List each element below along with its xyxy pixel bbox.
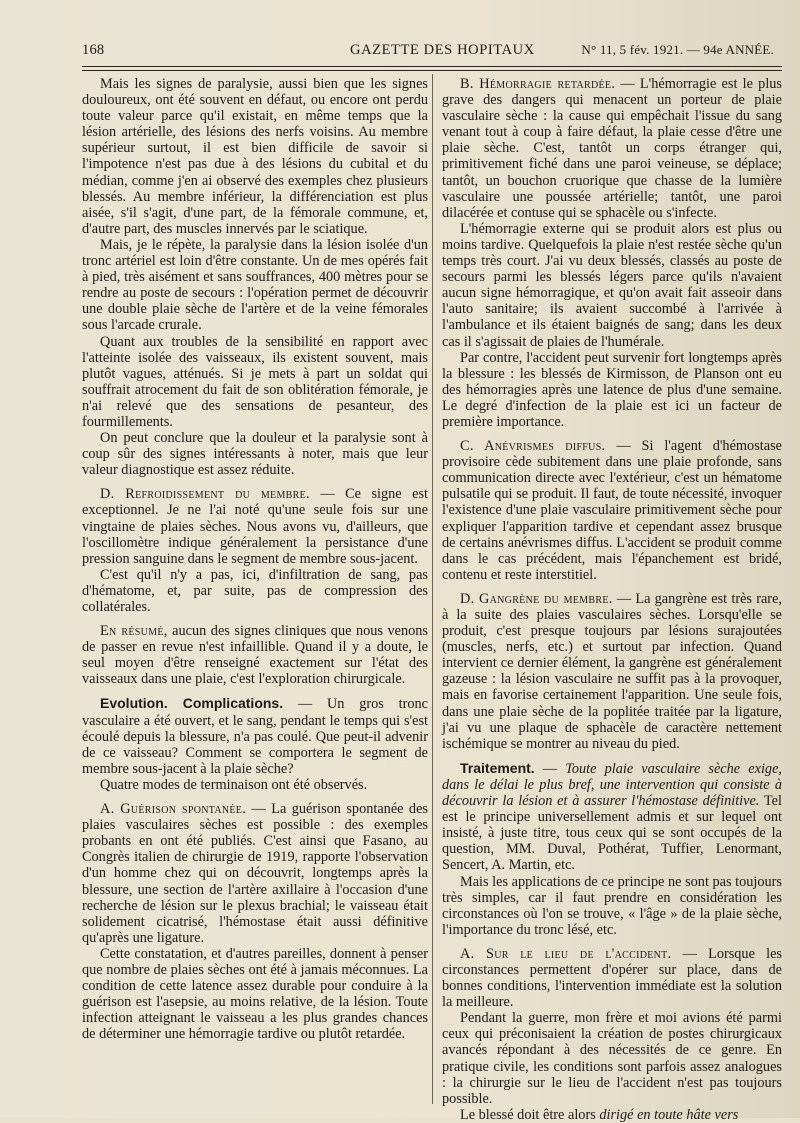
issue-info: N° 11, 5 fév. 1921. — 94e ANNÉE. [581, 42, 774, 57]
journal-title: GAZETTE DES HOPITAUX [350, 42, 535, 58]
right-column [442, 76, 782, 1123]
paragraph [82, 801, 428, 946]
paragraph-text: Mais les applications de ce principe ne sont pas toujours très simples, car il faut prendre en considération les circonstances où l'on se trouve, « l'âge » de la plaie sèche, l'importance du tronc lésé, etc. [442, 873, 783, 938]
paragraph-text: Pendant la guerre, mon frère et moi avions été parmi ceux qui préconisaient la création de postes chirurgicaux avancés répondant à des nécessités de ce genre. En pratique civile, les conditions sont parfois assez analogues : la chirurgie sur le lieu de l'accident n'est pas toujours possible. [442, 1010, 782, 1107]
paragraph-text: — [534, 760, 566, 777]
paragraph [82, 567, 428, 615]
section-lead: A. Sur le lieu de l'accident. [460, 945, 672, 962]
paragraph-text: aucun des signes cliniques que nous venons de passer en revue n'est infaillible. Quand il y a doute, le seul moyen d'être renseigné exactement sur l'état des vaisseaux dans une plaie, c'est l'exploration chirurgicale. [82, 623, 428, 688]
paragraph [442, 946, 782, 1010]
paragraph-text: Mais les signes de paralysie, aussi bien que les signes douloureux, ont été souvent en défaut, ou encore ont perdu toute valeur parce qu'il existait, en même temps que la lésion artérielle, des lésions des nerfs voisins. Au membre supérieur surtout, il est bien difficile de savoir si l'impotence n'est pas due à des lésions du cubital et du médian, comme j'en ai observé des exemples chez plusieurs blessés. Au membre inférieur, la différenciation est plus aisée, s'il s'agit, d'une part, de la fémorale commune, et, d'autre part, des muscles innervés par le sciatique. [82, 76, 428, 237]
paragraph [82, 334, 428, 431]
paragraph-text: — Si l'agent d'hémostase provisoire cède subitement dans une plaie profonde, sans communication directe avec l'extérieur, c'est un hématome pulsatile qui se produit. Il faut, de toute nécessité, invoquer l'existence d'une plaie vasculaire primitivement sèche pour expliquer l'apparition tardive et cependant assez brusque de certains anévrismes diffus. L'accident se produit comme dans le cas précédent, mais l'épanchement est bridé, contenu et reste interstitiel. [442, 438, 782, 583]
paragraph [442, 350, 782, 430]
paragraph-italic: dirigé en toute hâte vers [599, 1106, 739, 1123]
paragraph-italic: Toute plaie vasculaire sèche exige, dans le délai le plus bref, une intervention qui consiste à découvrir la lésion et à assurer l'hémostase définitive. [442, 760, 782, 810]
section-heading: Traitement. [460, 759, 535, 776]
paragraph-text: — L'hémorragie est le plus grave des dangers qui menacent un porteur de plaie vasculaire sèche : la cause qui empêchait l'issue du sang venant tout à coup à faire défaut, la plaie cesse d'être une plaie sèche. C'est, tantôt un corps étranger qui, primitivement fiché dans une paroi veineuse, se déplace; tantôt, un bouchon cruorique que chasse de la lumière vasculaire une poussée artérielle; tantôt, une paroi dilacérée et contuse qui se sphacèle ou s'infecte. [442, 76, 783, 221]
paragraph-text: — Ce signe est exceptionnel. Je ne l'ai noté qu'une seule fois sur une vingtaine de plaies sèches. Nous avons vu, d'ailleurs, que l'oscillomètre indique généralement la persistance d'une pression sanguine dans le segment de membre sous-jacent. [82, 486, 428, 567]
header-rule [82, 66, 782, 67]
paragraph [442, 438, 782, 583]
paragraph-text: Cette constatation, et d'autres pareilles, donnent à penser que nombre de plaies sèches ont été à jamais méconnues. La condition de cette latence assez durable pour conduire à la guérison est l'asepsie, au moins relative, de la lésion. Toute infection atteignant le vaisseau a les plus grandes chances de déterminer une hémorragie tardive ou plutôt retardée. [82, 945, 428, 1043]
paragraph [442, 1107, 782, 1123]
paragraph [82, 946, 428, 1043]
column-divider [432, 74, 433, 1104]
paragraph [82, 777, 428, 793]
paragraph-text: — La gangrène est très rare, à la suite des plaies vasculaires sèches. Lorsqu'elle se produit, c'est presque toujours par lésions surajoutées (muscles, nerfs, etc.) et surtout par infection. Quand intervient ce dernier élément, la gangrène est généralement gazeuse : la lésion vasculaire ne suffit pas à la provoquer, mais en favorise certainement l'apparition. Une seule fois, dans une plaie sèche de la poplitée traitée par la ligature, j'ai vu une plaque de sphacèle de caractère nettement ischémique se montrer au niveau du pied. [442, 590, 782, 752]
paragraph-text: Quant aux troubles de la sensibilité en rapport avec l'atteinte isolée des vaisseaux, ils existent souvent, mais plutôt vagues, atténués. Si je mets à part un soldat qui souffrait atrocement du fait de son oblitération fémorale, je n'ai relevé que des sensations de pesanteur, des fourmillements. [82, 333, 428, 430]
paragraph-text: On peut conclure que la douleur et la paralysie sont à coup sûr des signes intéressants à noter, mais que leur valeur diagnostique est assez réduite. [82, 430, 428, 479]
header-rule-thin [82, 70, 782, 71]
section-lead: A. Guérison spontanée. [100, 801, 247, 818]
paragraph [442, 221, 782, 350]
paragraph-text: Le blessé doit être alors [460, 1106, 600, 1123]
paragraph [442, 760, 782, 874]
paragraph-text: Mais, je le répète, la paralysie dans la lésion isolée d'un tronc artériel est loin d'être constante. Un de mes opérés fait à pied, très aisément et sans souffrances, 400 mètres pour se rendre au poste de secours : l'opération permet de découvrir une double plaie sèche de l'artère et de la veine fémorales sous l'arcade crurale. [82, 236, 428, 334]
paragraph-text: Quatre modes de terminaison ont été observés. [100, 776, 368, 793]
page-header [82, 38, 782, 64]
paragraph-text: — Un gros tronc vasculaire a été ouvert, et le sang, pendant le temps qui s'est écoulé depuis la blessure, n'a pas coulé. Que peut-il advenir de ce vaisseau? Comment se comportera le segment de membre sous-jacent à la plaie sèche? [82, 696, 428, 777]
section-lead: D. Gangrène du membre. [460, 590, 613, 607]
paragraph [82, 237, 428, 334]
section-lead: C. Anévrismes diffus. [460, 438, 606, 455]
paragraph [82, 430, 428, 478]
section-heading: Evolution. Complications. [100, 695, 284, 712]
paragraph [442, 874, 782, 938]
paragraph [442, 591, 782, 752]
page-number: 168 [82, 42, 105, 58]
left-column [82, 76, 428, 1042]
section-lead: D. Refroidissement du membre. [100, 486, 310, 503]
paragraph-text: — Lorsque les circonstances permettent d'opérer sur place, dans de bonnes conditions, l'intervention immédiate est la solution la meilleure. [442, 945, 782, 1011]
paragraph-text: Par contre, l'accident peut survenir fort longtemps après la blessure : les blessés de Kirmisson, de Planson ont eu des hémorragies après une latence de plus d'une semaine. Le degré d'infection de la plaie est ici un facteur de première importance. [442, 349, 782, 430]
paragraph-text: C'est qu'il n'y a pas, ici, d'infiltration de sang, pas d'hématome, et, par suite, pas de compression des collatérales. [82, 566, 428, 615]
paragraph [442, 1010, 782, 1107]
paragraph [442, 76, 782, 221]
section-lead: En résumé, [100, 623, 168, 640]
paragraph [82, 623, 428, 687]
section-lead: B. Hémorragie retardée. [460, 76, 616, 92]
paragraph [82, 486, 428, 566]
paragraph [82, 76, 428, 237]
paragraph-text: L'hémorragie externe qui se produit alors est plus ou moins tardive. Quelquefois la plaie n'est restée sèche qu'un temps très court. J'ai vu deux blessés, classés au poste de secours parmi les blessés légers parce qu'ils n'avaient aucun signe hémorragique, et qu'on avait fait asseoir dans l'auto sanitaire; ils avaient succombé à l'arrivée à l'ambulance et ils étaient baignés de sang; dans les deux cas il s'agissait de plaies de l'humérale. [442, 220, 782, 350]
paragraph-tail: Tel est le principe universellement admis et sur lequel ont insisté, à juste titre, tous ceux qui se sont occupés de la question, MM. Duval, Pothérat, Tuffier, Lenormant, Sencert, A. Martin, etc. [442, 793, 782, 874]
paragraph [82, 695, 428, 776]
paragraph-text: — La guérison spontanée des plaies vasculaires sèches est possible : des exemples probants en ont été publiés. C'est ainsi que Fasano, au Congrès italien de chirurgie de 1919, rapporte l'observation d'un homme chez qui on découvrit, longtemps après la blessure, une section de l'artère axillaire à l'occasion d'une recherche de lésion sur le plexus brachial; le vaisseau était solidement cicatrisé, l'hémostase était aussi définitive qu'après une ligature. [82, 801, 428, 946]
